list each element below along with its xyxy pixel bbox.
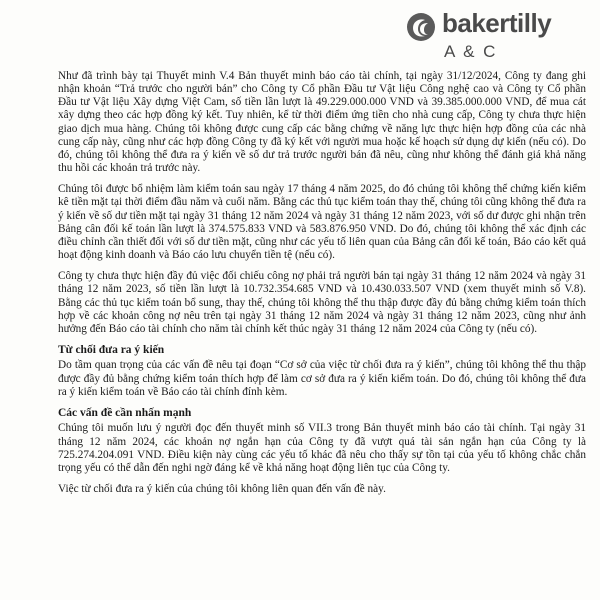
paragraph-cash-count: Chúng tôi được bổ nhiệm làm kiểm toán sau ngày 17 tháng 4 năm 2025, do đó chúng tôi không thể chứng kiến kiểm kê tiền mặt tại thời điểm đầu năm và cuối năm. Bằng các thủ tục kiểm toán thay thế, chúng tôi cũng không thể đưa ra ý kiến về số dư tiền mặt tại ngày 31 tháng 12 năm 2024 và ngày 31 tháng 12 năm 2023, với số dư được ghi nhận trên Bảng cân đối kế toán lần lượt là 374.575.833 VND và 583.876.950 VND. Do đó, chúng tôi không thể xác định các điều chỉnh cần thiết đối với số dư tiền mặt, cũng như các yếu tố liên quan của Bảng cân đối kế toán, Báo cáo kết quả hoạt động kinh doanh và Báo cáo lưu chuyển tiền tệ (nếu có).: [58, 183, 586, 262]
paragraph-payables: Công ty chưa thực hiện đầy đủ việc đối chiếu công nợ phải trả người bán tại ngày 31 tháng 12 năm 2024 và ngày 31 tháng 12 năm 2023, số tiền lần lượt là 10.732.354.685 VND và 10.430.033.507 VND (xem thuyết minh số V.8). Bằng các thủ tục kiểm toán bổ sung, thay thế, chúng tôi không thể thu thập được đầy đủ bằng chứng kiểm toán thích hợp về các khoản công nợ nêu trên tại ngày 31 tháng 12 năm 2024 và ngày 31 tháng 12 năm 2023, cũng như ảnh hưởng đến Báo cáo tài chính cho năm tài chính kết thúc ngày 31 tháng 12 năm 2024 của Công ty (nếu có).: [58, 270, 586, 335]
bakertilly-logo: [406, 8, 586, 64]
heading-disclaimer: Từ chối đưa ra ý kiến: [58, 343, 165, 356]
logo-name: bakertilly: [442, 8, 552, 38]
heading-emphasis: Các vấn đề cần nhấn mạnh: [58, 406, 192, 419]
paragraph-emphasis: Chúng tôi muốn lưu ý người đọc đến thuyết minh số VII.3 trong Bản thuyết minh báo cáo tài chính. Tại ngày 31 tháng 12 năm 2024, các khoản nợ ngắn hạn của Công ty đã vượt quá tài sản ngắn hạn của Công ty là 725.274.204.091 VND. Điều kiện này cùng các yếu tố khác đã nêu cho thấy sự tồn tại của yếu tố không chắc chắn trọng yếu có thể dẫn đến nghi ngờ đáng kể về khả năng hoạt động liên tục của Công ty.: [58, 422, 586, 474]
paragraph-closing: Việc từ chối đưa ra ý kiến của chúng tôi không liên quan đến vấn đề này.: [58, 483, 386, 496]
report-body: [58, 70, 586, 496]
paragraph-prepayment: Như đã trình bày tại Thuyết minh V.4 Bản thuyết minh báo cáo tài chính, tại ngày 31/12/2024, Công ty đang ghi nhận khoản “Trả trước cho người bán” cho Công ty Cổ phần Đầu tư Vật liệu Công nghệ cao và Công ty Cổ phần Đầu tư Vật liệu Xây dựng Việt Cam, số tiền lần lượt là 49.229.000.000 VND và 39.385.000.000 VND, để mua cát xây dựng theo các hợp đồng ký kết. Tuy nhiên, kể từ thời điểm ứng tiền cho nhà cung cấp, Công ty chưa thực hiện giao dịch mua hàng. Chúng tôi không được cung cấp các bằng chứng về năng lực thực hiện hợp đồng của các nhà cung cấp này, cũng như các hợp đồng Công ty đã ký kết với người mua hoặc kế hoạch sử dụng dự kiến (nếu có). Do đó, chúng tôi không thể đưa ra ý kiến về số dư trả trước người bán đã nêu, cũng như không thể đánh giá khả năng thu hồi các khoản trả trước này.: [58, 70, 586, 175]
paragraph-disclaimer: Do tầm quan trọng của các vấn đề nêu tại đoạn “Cơ sở của việc từ chối đưa ra ý kiến”, chúng tôi không thể thu thập được đầy đủ bằng chứng kiểm toán thích hợp để làm cơ sở đưa ra ý kiến kiểm toán. Do đó, chúng tôi không thể đưa ra ý kiến kiểm toán về Báo cáo tài chính đính kèm.: [58, 359, 586, 398]
logo-subtitle: A & C: [444, 42, 498, 61]
bakertilly-mark-icon: [406, 12, 436, 42]
